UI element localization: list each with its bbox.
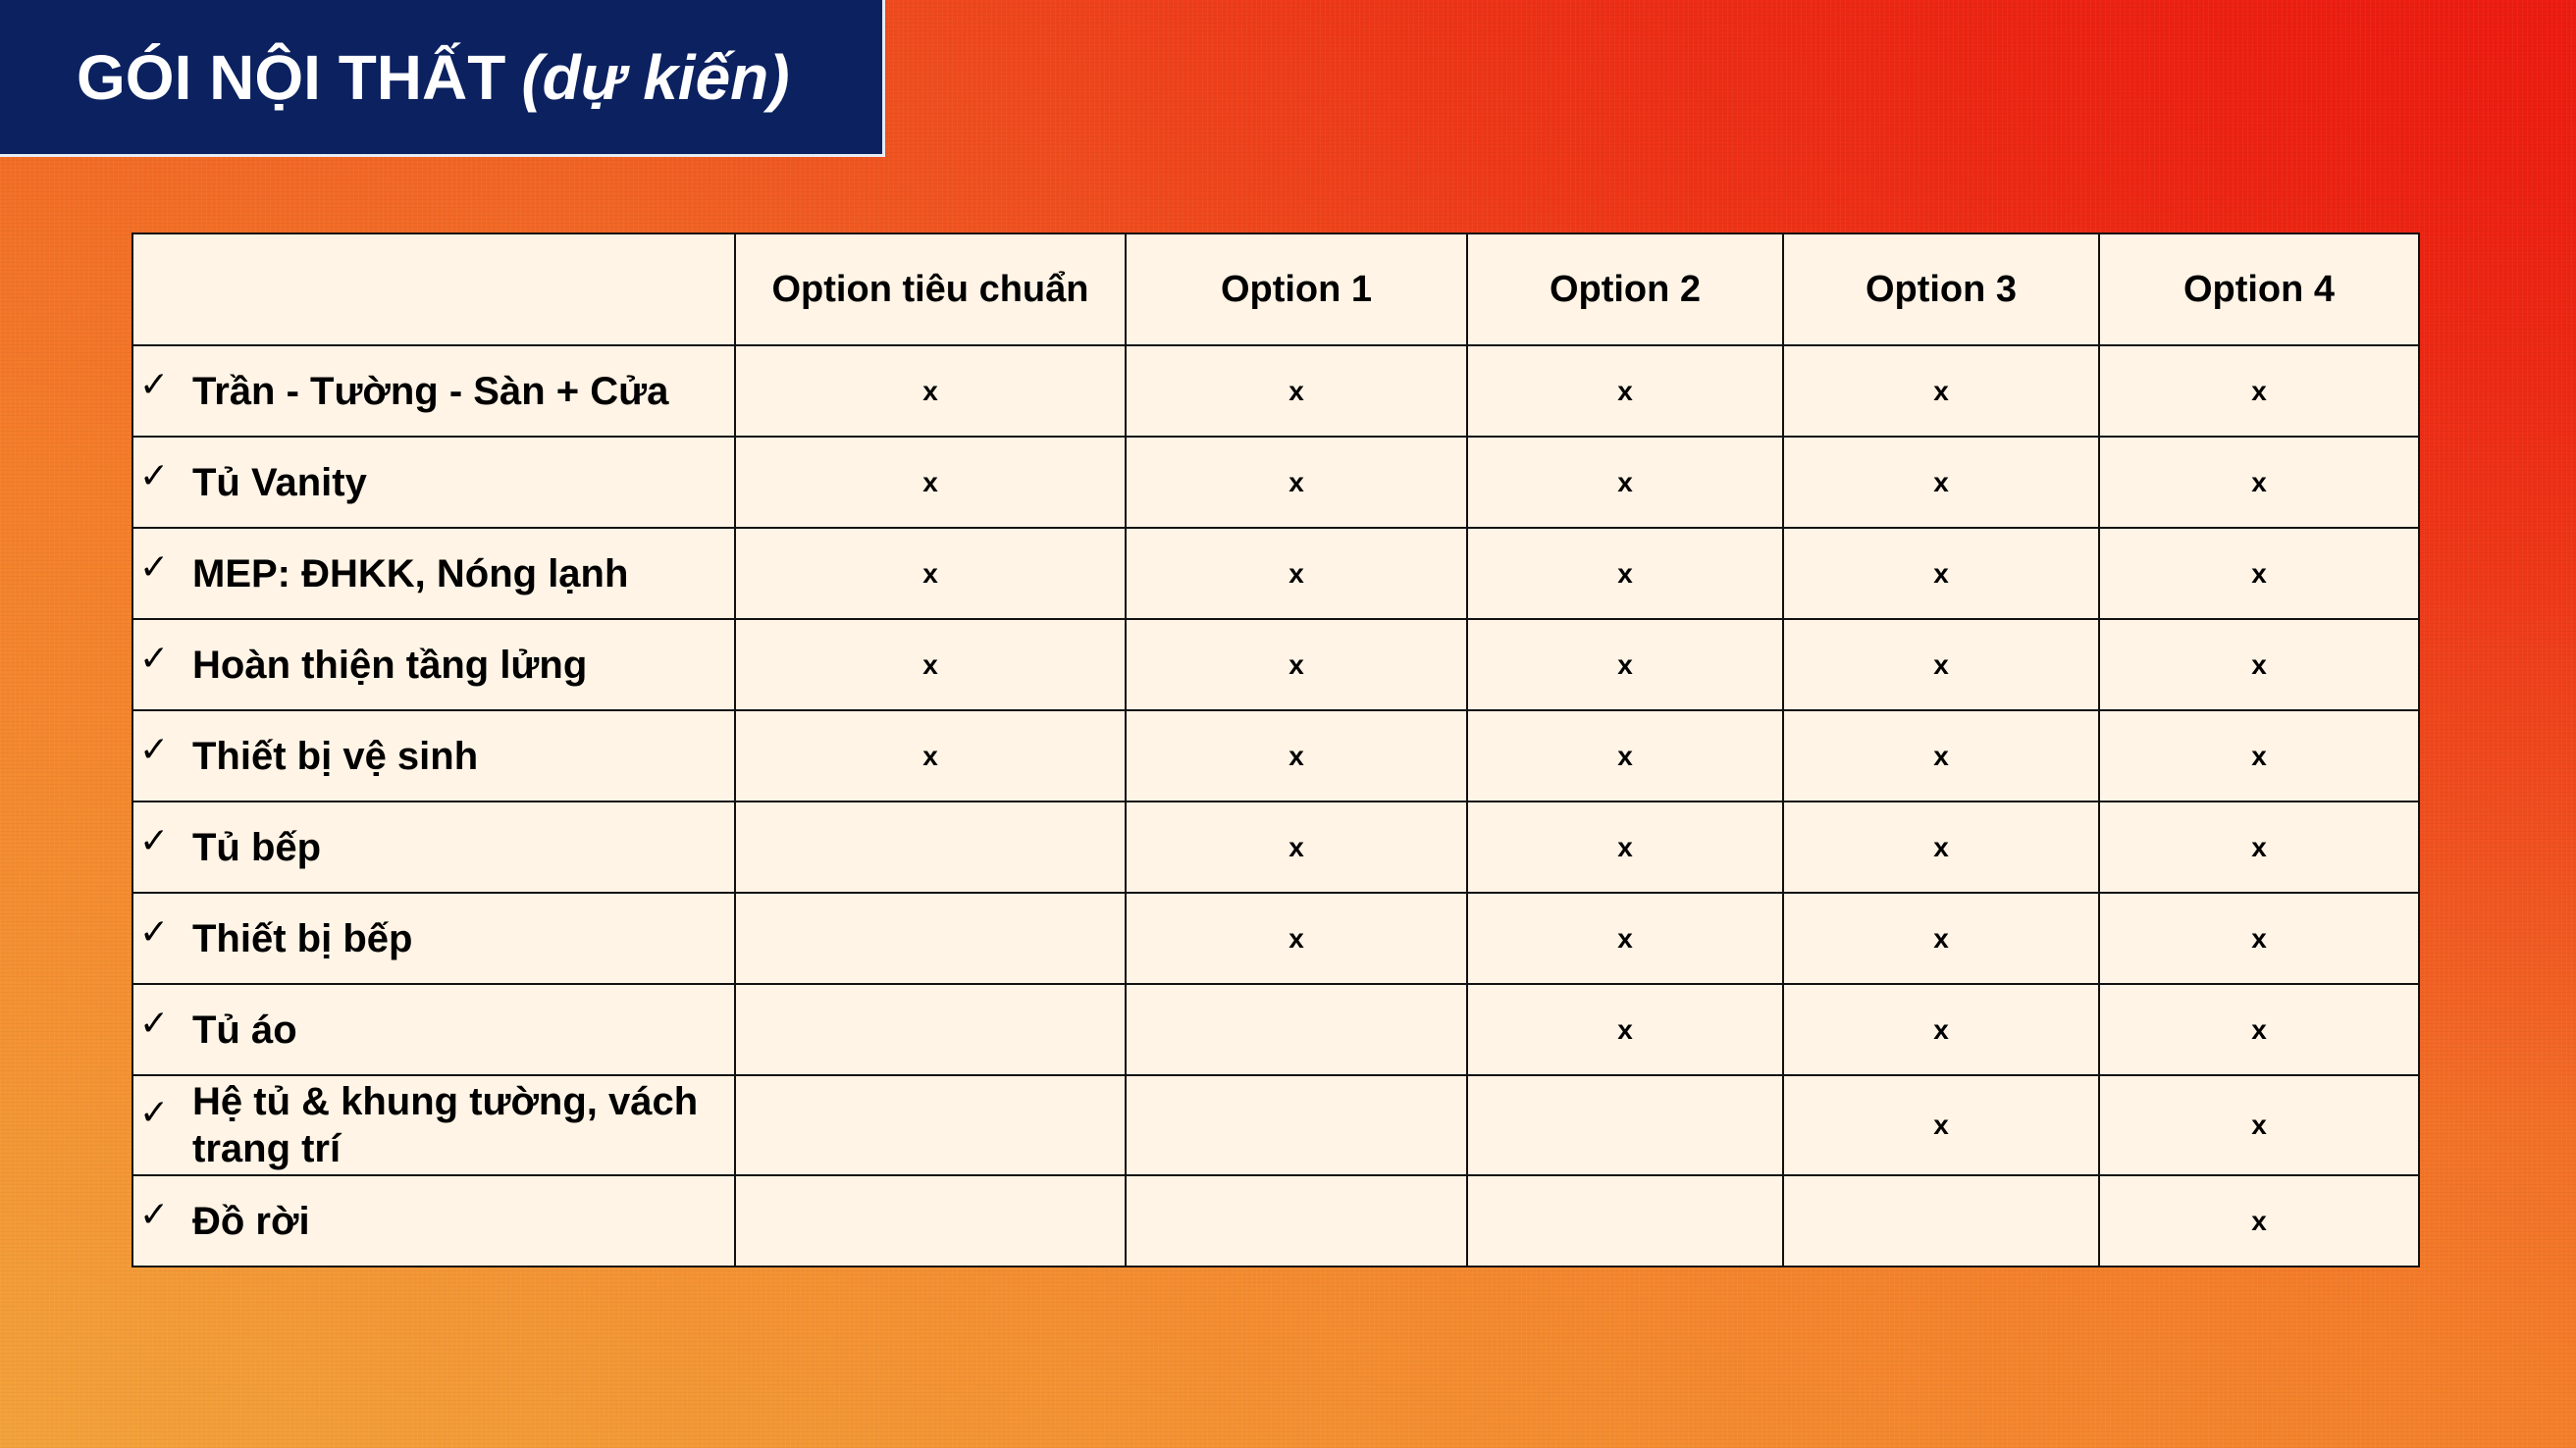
mark-cell: x [735,710,1126,802]
feature-cell [132,619,735,710]
mark-cell: x [735,619,1126,710]
table-row [132,984,2419,1075]
header-option-2: Option 2 [1467,233,1783,345]
feature-cell [132,893,735,984]
mark-cell: x [1126,710,1467,802]
mark-cell: x [1126,619,1467,710]
feature-label: Tủ Vanity [192,460,367,504]
mark-cell [1126,984,1467,1075]
mark-cell: x [1783,1075,2099,1175]
mark-cell: x [1467,345,1783,437]
feature-label: Đồ rời [192,1199,310,1243]
feature-label: Tủ bếp [192,825,322,869]
mark-cell: x [1467,710,1783,802]
table-row [132,1175,2419,1267]
header-option-standard: Option tiêu chuẩn [735,233,1126,345]
mark-cell: x [1783,528,2099,619]
feature-label: Thiết bị bếp [192,916,413,960]
mark-cell [1467,1075,1783,1175]
table-row [132,437,2419,528]
checkmark-icon: ✓ [139,638,170,679]
package-comparison-table [131,233,2420,1267]
mark-cell: x [1467,437,1783,528]
mark-cell: x [1467,893,1783,984]
mark-cell: x [2099,984,2419,1075]
mark-cell: x [1783,619,2099,710]
feature-cell [132,345,735,437]
title-subtitle: (dự kiến) [521,41,790,113]
mark-cell: x [1126,802,1467,893]
mark-cell [735,984,1126,1075]
feature-cell [132,802,735,893]
mark-cell [1126,1175,1467,1267]
feature-label: MEP: ĐHKK, Nóng lạnh [192,551,629,595]
checkmark-icon: ✓ [139,546,170,588]
mark-cell: x [1467,528,1783,619]
mark-cell: x [1126,437,1467,528]
feature-cell [132,984,735,1075]
mark-cell: x [1126,893,1467,984]
checkmark-icon: ✓ [139,364,170,405]
table-row [132,710,2419,802]
table-row [132,1075,2419,1175]
feature-label: Trần - Tường - Sàn + Cửa [192,369,669,413]
mark-cell: x [2099,802,2419,893]
mark-cell [1783,1175,2099,1267]
feature-label: Hệ tủ & khung tường, vách trang trí [192,1080,699,1170]
checkmark-icon: ✓ [139,820,170,861]
mark-cell: x [2099,1175,2419,1267]
checkmark-icon: ✓ [139,455,170,496]
mark-cell [735,893,1126,984]
table-row [132,893,2419,984]
mark-cell: x [1467,802,1783,893]
mark-cell: x [2099,437,2419,528]
checkmark-icon: ✓ [139,1003,170,1044]
mark-cell [735,802,1126,893]
checkmark-icon: ✓ [139,911,170,953]
mark-cell: x [1467,619,1783,710]
checkmark-icon: ✓ [139,1194,170,1235]
title-banner [0,0,885,157]
feature-cell [132,1075,735,1175]
mark-cell: x [1783,984,2099,1075]
title-main: GÓI NỘI THẤT [77,41,506,113]
mark-cell: x [1126,528,1467,619]
checkmark-icon: ✓ [139,729,170,770]
table-row [132,802,2419,893]
mark-cell [735,1075,1126,1175]
table-row [132,528,2419,619]
mark-cell: x [2099,893,2419,984]
feature-label: Tủ áo [192,1008,297,1052]
table-row [132,619,2419,710]
feature-cell [132,437,735,528]
mark-cell: x [1783,437,2099,528]
mark-cell: x [2099,528,2419,619]
mark-cell: x [1467,984,1783,1075]
feature-label: Hoàn thiện tầng lửng [192,643,588,687]
header-feature [132,233,735,345]
feature-label: Thiết bị vệ sinh [192,734,479,778]
table-header-row [132,233,2419,345]
mark-cell: x [1783,802,2099,893]
mark-cell: x [1783,893,2099,984]
mark-cell [1126,1075,1467,1175]
feature-cell [132,710,735,802]
header-option-1: Option 1 [1126,233,1467,345]
header-option-3: Option 3 [1783,233,2099,345]
mark-cell: x [1126,345,1467,437]
header-option-4: Option 4 [2099,233,2419,345]
page-title [77,41,790,114]
mark-cell: x [2099,345,2419,437]
mark-cell [1467,1175,1783,1267]
mark-cell: x [2099,710,2419,802]
mark-cell: x [1783,710,2099,802]
checkmark-icon: ✓ [139,1093,170,1133]
table-row [132,345,2419,437]
mark-cell: x [2099,1075,2419,1175]
mark-cell: x [735,437,1126,528]
feature-cell [132,1175,735,1267]
mark-cell: x [735,345,1126,437]
feature-cell [132,528,735,619]
mark-cell: x [2099,619,2419,710]
mark-cell: x [735,528,1126,619]
mark-cell: x [1783,345,2099,437]
mark-cell [735,1175,1126,1267]
